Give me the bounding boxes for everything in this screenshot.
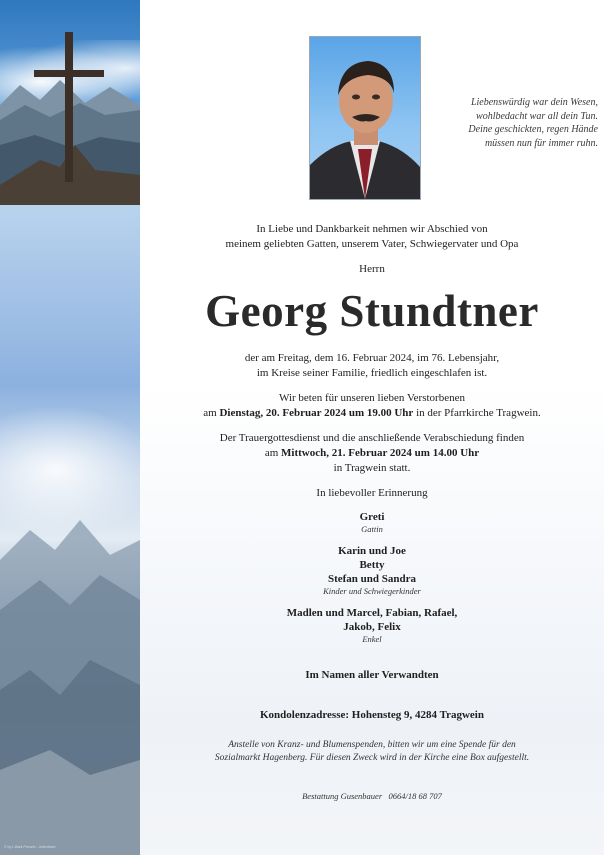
mountain-cross-image — [0, 0, 140, 855]
quote-line: wohlbedacht war all dein Tun. — [476, 110, 598, 122]
quote-line: Liebenswürdig war dein Wesen, — [470, 97, 598, 108]
salutation: Herrn — [359, 263, 385, 275]
prayer-line: Wir beten für unseren lieben Verstorbenen — [279, 392, 465, 404]
relative-role: Kinder und Schwiegerkinder — [323, 586, 421, 596]
funeral-date-line — [140, 446, 604, 461]
lower-clouds — [0, 400, 140, 540]
image-copyright: © by L.Bartl-Prenzel – tiefenbach — [4, 845, 56, 849]
undertaker-contact: Bestattung Gusenbauer 0664/18 68 707 — [302, 791, 442, 801]
intro-line: In Liebe und Dankbarkeit nehmen wir Abschied von — [256, 223, 488, 235]
relative-role: Enkel — [362, 634, 382, 644]
relative-name: Madlen und Marcel, Fabian, Rafael, — [286, 607, 458, 619]
relative-name: Greti — [359, 511, 385, 523]
donation-line: Anstelle von Kranz- und Blumenspenden, bitten wir um eine Spende für den — [228, 740, 516, 750]
intro-text — [140, 222, 604, 252]
prayer-notice — [140, 391, 604, 421]
relative-role: Gattin — [361, 524, 383, 534]
summit-cross-icon — [34, 32, 104, 192]
prayer-date-line — [140, 406, 604, 421]
funeral-prefix: am — [264, 447, 282, 459]
funeral-notice — [140, 431, 604, 476]
deceased-name: Georg Stundtner — [205, 286, 539, 336]
relative-name: Stefan und Sandra — [327, 573, 417, 585]
relatives-wife — [140, 510, 604, 535]
prayer-location: in der Pfarrkirche Tragwein. — [413, 407, 541, 419]
prayer-prefix: am — [203, 407, 220, 419]
prayer-date: Dienstag, 20. Februar 2024 um 19.00 Uhr — [219, 407, 414, 419]
quote-line: müssen nun für immer ruhn. — [484, 137, 598, 149]
funeral-location: in Tragwein statt. — [333, 462, 411, 474]
all-relatives: Im Namen aller Verwandten — [305, 669, 439, 681]
funeral-date: Mittwoch, 21. Februar 2024 um 14.00 Uhr — [281, 447, 480, 459]
relative-name: Jakob, Felix — [343, 621, 401, 633]
quote-line: Deine geschickten, regen Hände — [468, 124, 598, 135]
donation-notice — [140, 739, 604, 765]
intro-line: meinem geliebten Gatten, unserem Vater, Schwiegervater und Opa — [225, 238, 519, 250]
death-line: der am Freitag, dem 16. Februar 2024, im 76. Lebensjahr, — [244, 352, 500, 364]
donation-line: Sozialmarkt Hagenberg. Für diesen Zweck wird in der Kirche eine Box aufgestellt. — [214, 753, 530, 763]
obituary-text — [140, 222, 604, 801]
death-line: im Kreise seiner Familie, friedlich eingeschlafen ist. — [256, 367, 488, 379]
relative-name: Betty — [359, 559, 385, 571]
condolence-address: Kondolenzadresse: Hohensteg 9, 4284 Tragwein — [260, 709, 484, 721]
person-portrait-icon — [310, 37, 420, 199]
relatives-grandchildren — [140, 606, 604, 645]
mountain-range-bottom — [0, 520, 140, 855]
death-notice — [140, 351, 604, 381]
funeral-line: Der Trauergottesdienst und die anschließende Verabschiedung finden — [219, 432, 525, 444]
memory-heading: In liebevoller Erinnerung — [316, 487, 428, 499]
portrait-photo — [309, 36, 421, 200]
relative-name: Karin und Joe — [338, 545, 406, 557]
memorial-quote — [418, 96, 598, 150]
relatives-children — [140, 544, 604, 597]
